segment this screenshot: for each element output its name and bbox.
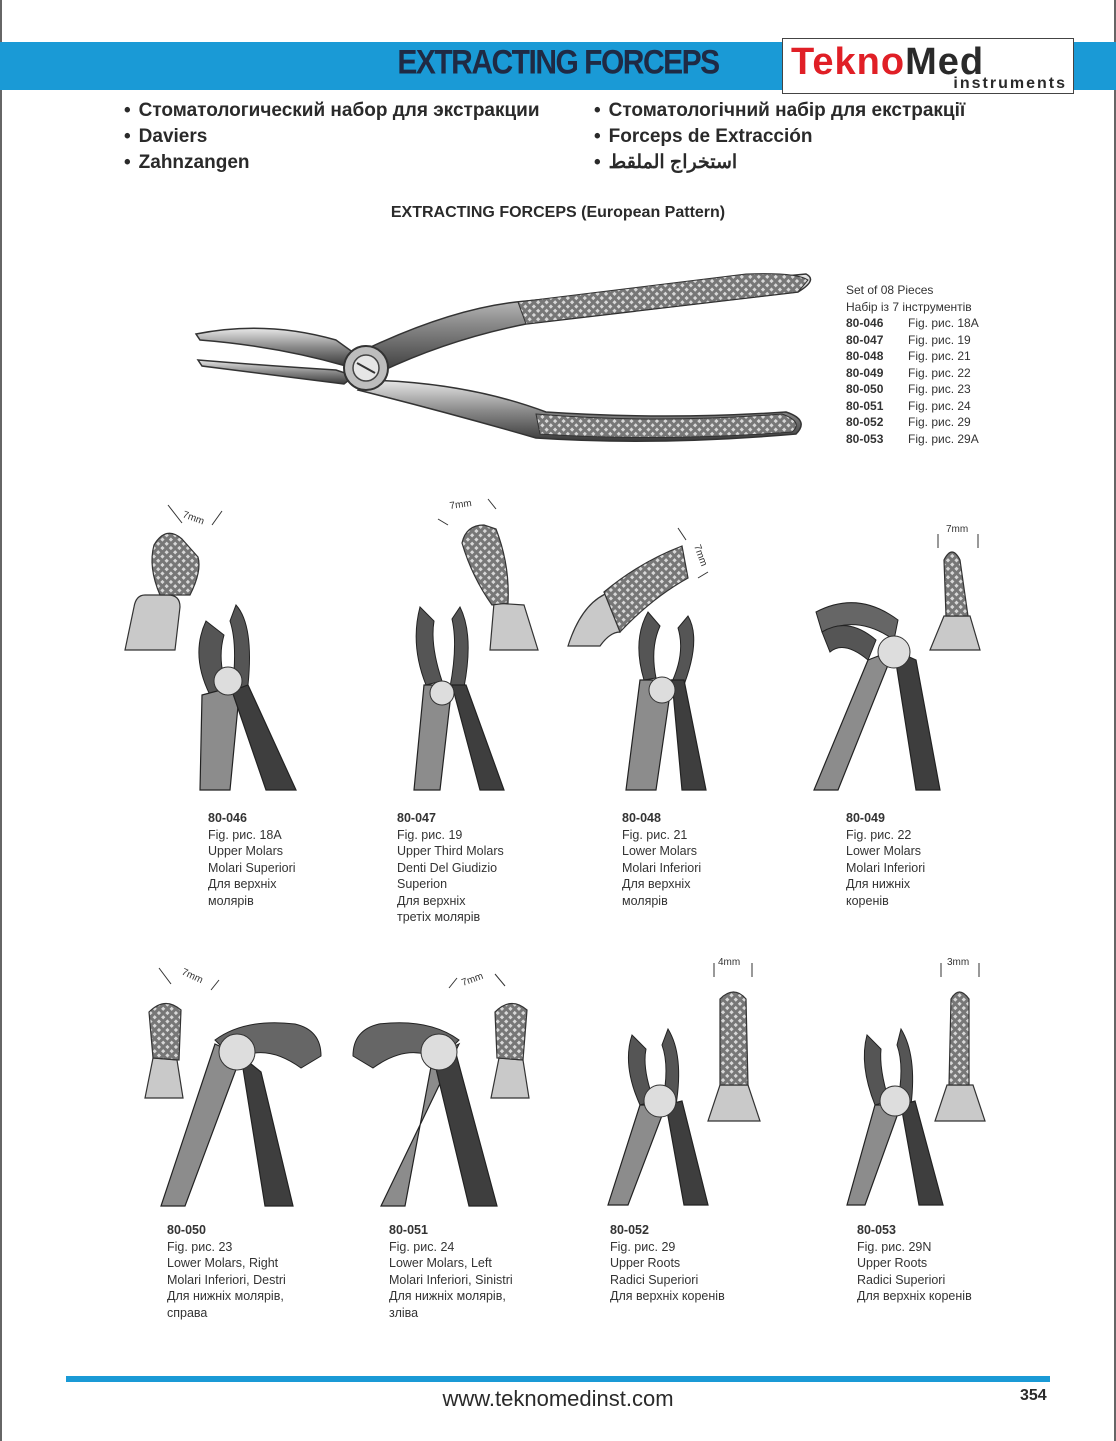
name-list-left xyxy=(124,98,540,176)
product-caption-80-046 xyxy=(208,810,296,909)
page-title: EXTRACTING FORCEPS xyxy=(397,43,719,82)
set-item-fig: Fig. рис. 23 xyxy=(908,382,971,396)
page-number: 354 xyxy=(1020,1387,1047,1404)
product-code: 80-053 xyxy=(857,1223,896,1237)
caption-line: справа xyxy=(167,1305,208,1320)
caption-line: Superion xyxy=(397,877,448,891)
set-item-code: 80-047 xyxy=(846,332,884,347)
set-count: Set of 08 Pieces xyxy=(846,283,934,297)
set-item-fig: Fig. рис. 21 xyxy=(908,349,971,363)
tip-size-label: 7mm xyxy=(179,966,205,987)
set-item-fig: Fig. рис. 19 xyxy=(908,332,971,347)
caption-line: Upper Molars xyxy=(208,844,284,858)
set-item xyxy=(846,332,979,349)
set-count-uk: Набір із 7 інструментів xyxy=(846,299,972,314)
tip-size-label: 4mm xyxy=(718,957,741,968)
product-caption-80-051 xyxy=(389,1222,513,1321)
caption-line: Fig. рис. 18A xyxy=(208,827,282,842)
forceps-80-048-icon xyxy=(560,520,720,795)
caption-line: Molari Superiori xyxy=(208,860,296,875)
tip-size-label: 7mm xyxy=(448,497,473,512)
caption-line: Для верхніх xyxy=(208,877,277,891)
product-code: 80-049 xyxy=(846,811,885,825)
caption-line: Radici Superiori xyxy=(610,1272,699,1287)
set-item-code: 80-051 xyxy=(846,398,884,413)
caption-line: Для нижніх xyxy=(846,877,911,891)
caption-line: Upper Roots xyxy=(857,1256,928,1270)
product-caption-80-052 xyxy=(610,1222,725,1305)
caption-line: Fig. рис. 21 xyxy=(622,827,688,842)
name-ar: • استخراج الملقط xyxy=(594,150,965,176)
caption-line: Lower Molars xyxy=(622,844,698,858)
product-code: 80-048 xyxy=(622,811,661,825)
name-es: • Forceps de Extracción xyxy=(594,124,965,150)
caption-line: Fig. рис. 29N xyxy=(857,1239,932,1254)
name-ru: • Стоматологический набор для экстракции xyxy=(124,98,540,124)
set-item xyxy=(846,414,979,431)
caption-line: Molari Inferiori xyxy=(846,860,926,875)
logo-part-2: Med xyxy=(905,41,985,83)
name-list-right xyxy=(594,98,965,176)
tip-size-label: 7mm xyxy=(460,970,485,989)
set-item xyxy=(846,431,979,448)
forceps-80-051-icon xyxy=(345,960,550,1210)
caption-line: Lower Molars, Right xyxy=(167,1256,279,1270)
set-item xyxy=(846,381,979,398)
name-fr: • Daviers xyxy=(124,124,540,150)
product-code: 80-052 xyxy=(610,1223,649,1237)
caption-line: Fig. рис. 22 xyxy=(846,827,912,842)
caption-line: Molari Inferiori, Sinistri xyxy=(389,1272,513,1287)
set-item-code: 80-048 xyxy=(846,349,884,363)
tip-size-label: 7mm xyxy=(691,543,710,568)
set-item xyxy=(846,348,979,365)
set-item-code: 80-049 xyxy=(846,365,884,380)
caption-line: коренів xyxy=(846,893,889,908)
set-item-code: 80-050 xyxy=(846,382,884,396)
logo-part-1: Tekno xyxy=(791,41,906,83)
caption-line: Molari Inferiori xyxy=(622,860,702,875)
caption-line: третіх молярів xyxy=(397,910,481,924)
product-code: 80-051 xyxy=(389,1223,428,1237)
caption-line: Denti Del Giudizio xyxy=(397,860,498,875)
caption-line: Для нижніх молярів, xyxy=(389,1289,506,1303)
website-link[interactable]: www.teknomedinst.com xyxy=(442,1386,674,1411)
forceps-main-icon xyxy=(186,262,818,462)
caption-line: Lower Molars, Left xyxy=(389,1256,492,1270)
caption-line: Lower Molars xyxy=(846,844,922,858)
product-caption-80-048 xyxy=(622,810,701,909)
name-de: • Zahnzangen xyxy=(124,150,540,176)
caption-line: Для нижніх молярів, xyxy=(167,1289,284,1303)
caption-line: Upper Third Molars xyxy=(397,844,504,858)
caption-line: Для верхніх коренів xyxy=(857,1289,972,1303)
caption-line: молярів xyxy=(208,893,254,908)
set-item-fig: Fig. рис. 24 xyxy=(908,398,971,413)
product-code: 80-046 xyxy=(208,811,247,825)
caption-line: Fig. рис. 23 xyxy=(167,1239,233,1254)
brand-logo xyxy=(782,38,1074,94)
tip-size-label: 3mm xyxy=(947,957,970,968)
footer-divider xyxy=(66,1376,1050,1382)
caption-line: Для верхніх xyxy=(622,877,691,891)
set-item-code: 80-046 xyxy=(846,316,884,330)
logo-subtitle: instruments xyxy=(953,75,1067,92)
product-code: 80-050 xyxy=(167,1223,206,1237)
caption-line: Molari Inferiori, Destri xyxy=(167,1272,286,1287)
set-item-fig: Fig. рис. 29A xyxy=(908,431,979,446)
set-item-fig: Fig. рис. 22 xyxy=(908,365,971,380)
forceps-80-052-icon xyxy=(600,955,780,1210)
name-uk: • Стоматологічний набір для екстракції xyxy=(594,98,965,124)
set-item-code: 80-053 xyxy=(846,431,884,446)
section-title: EXTRACTING FORCEPS (European Pattern) xyxy=(390,204,726,221)
forceps-80-050-icon xyxy=(125,960,330,1210)
caption-line: Для верхніх xyxy=(397,893,466,908)
caption-line: Fig. рис. 24 xyxy=(389,1239,455,1254)
caption-line: молярів xyxy=(622,893,668,908)
set-list xyxy=(846,282,979,447)
product-caption-80-053 xyxy=(857,1222,972,1305)
forceps-80-049-icon xyxy=(808,520,998,795)
forceps-80-047-icon xyxy=(400,495,550,795)
set-item xyxy=(846,398,979,415)
set-item-code: 80-052 xyxy=(846,415,884,429)
caption-line: Для верхніх коренів xyxy=(610,1289,725,1303)
caption-line: зліва xyxy=(389,1305,419,1320)
set-item-fig: Fig. рис. 18A xyxy=(908,316,979,330)
set-item-fig: Fig. рис. 29 xyxy=(908,415,971,429)
forceps-80-046-icon xyxy=(120,495,310,795)
caption-line: Fig. рис. 29 xyxy=(610,1239,676,1254)
product-caption-80-047 xyxy=(397,810,504,926)
caption-line: Fig. рис. 19 xyxy=(397,827,463,842)
forceps-80-053-icon xyxy=(845,955,1005,1210)
tip-size-label: 7mm xyxy=(180,509,206,528)
caption-line: Upper Roots xyxy=(610,1256,681,1270)
set-item xyxy=(846,365,979,382)
product-caption-80-050 xyxy=(167,1222,286,1321)
product-code: 80-047 xyxy=(397,811,436,825)
tip-size-label: 7mm xyxy=(946,524,969,535)
caption-line: Radici Superiori xyxy=(857,1272,946,1287)
product-caption-80-049 xyxy=(846,810,925,909)
set-item xyxy=(846,315,979,332)
